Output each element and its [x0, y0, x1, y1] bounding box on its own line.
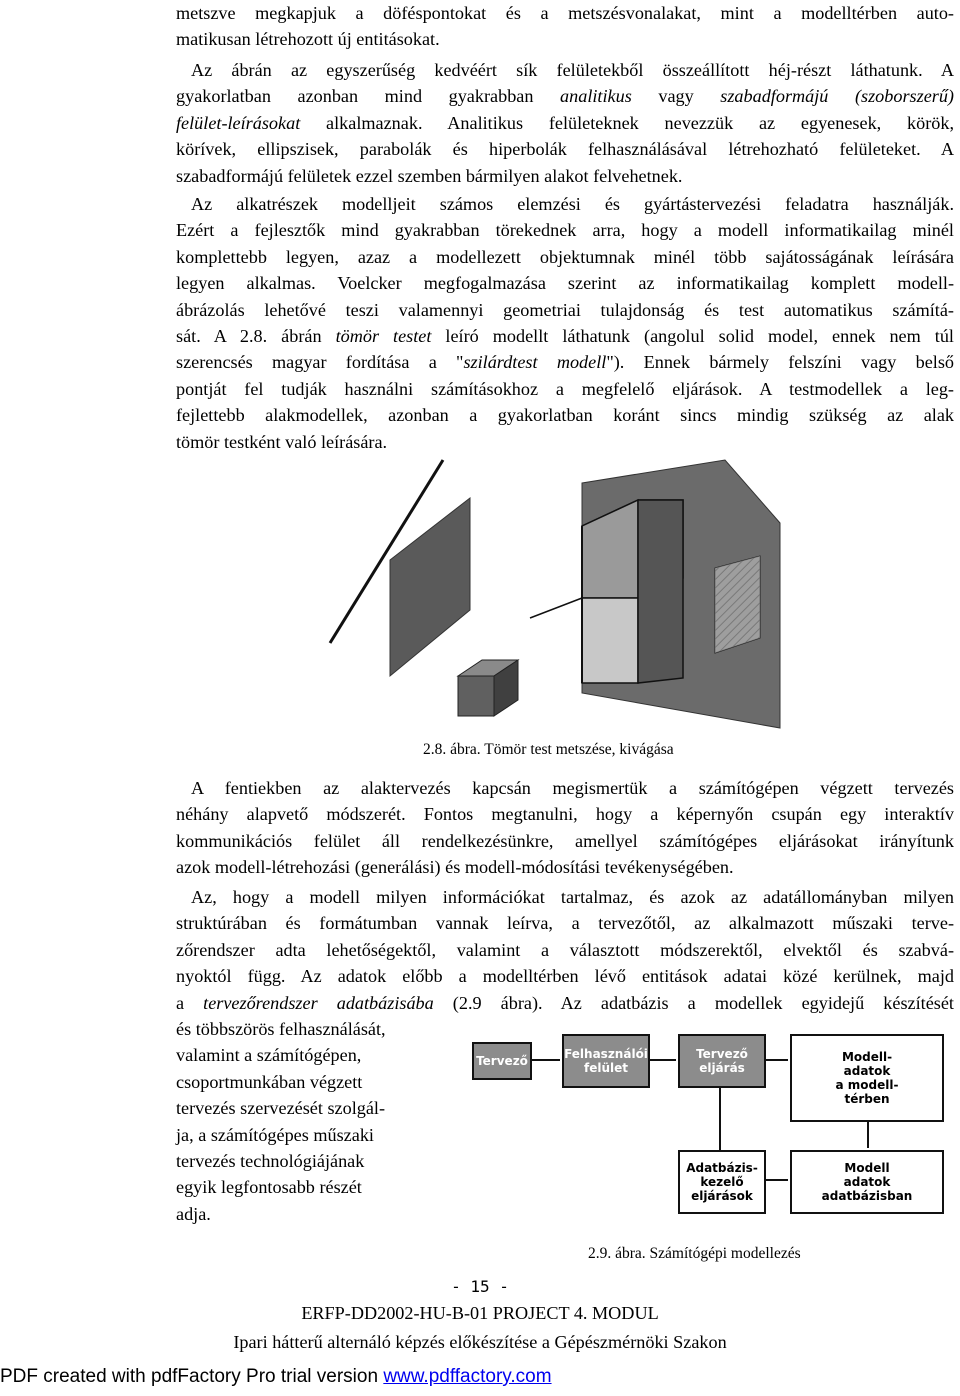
paragraph-surfaces — [176, 57, 954, 189]
footer-project: ERFP-DD2002-HU-B-01 PROJECT 4. MODUL — [301, 1303, 659, 1323]
figure-caption-2-8: 2.8. ábra. Tömör test metszése, kivágása — [423, 741, 674, 758]
text-line: legyen alkalmas. Voelcker megfogalmazása szerint az informatikailag komplett modell- — [176, 273, 954, 294]
paragraph-solid-model — [176, 191, 954, 455]
text-line: metszve megkapjuk a döféspontokat és a metszésvonalakat, mint a modelltérben auto- — [176, 3, 954, 23]
text-line: szabadformájú felületek ezzel szemben bármilyen alakot felvehetnek. — [176, 165, 683, 186]
text-line: a tervezőrendszer adatbázisába (2.9 ábra). Az adatbázis a modellek egyidejű készítését — [176, 992, 954, 1013]
text-line: Az, hogy a modell milyen információkat tartalmaz, és azok az adatállományban milyen — [191, 887, 954, 907]
text-line: nyoktól függ. Az adatok előbb a modelltérben lévő entitások adatai közé kerülnek, majd — [176, 966, 954, 987]
text-line: Az alkatrészek modelljeit számos elemzési és gyártástervezési feladatra használják. — [191, 194, 954, 214]
text-line: komplettebb legyen, azaz a modellezett objektumnak minél több sajátosságának leírására — [176, 246, 954, 267]
pdf-banner-text: PDF created with pdfFactory Pro trial version — [0, 1366, 384, 1387]
text-line: és többszörös felhasználását, — [176, 1019, 386, 1040]
text-line: matikusan létrehozott új entitásokat. — [176, 29, 440, 50]
model-database-box: Modell adatok adatbázisban — [790, 1150, 944, 1214]
solid-box — [530, 500, 683, 683]
user-interface-box: Felhasználói felület — [562, 1034, 650, 1088]
text-line: azok modell-létrehozási (generálási) és modell-módosítási tevékenységében. — [176, 857, 734, 878]
footer-subtitle: Ipari hátterű alternáló képzés előkészítése a Gépészmérnöki Szakon — [233, 1332, 727, 1352]
small-cube — [458, 660, 518, 716]
design-procedure-box: Tervező eljárás — [678, 1034, 766, 1088]
intro-paragraph — [176, 0, 954, 53]
text-line: tervezés technológiájának — [176, 1151, 365, 1172]
text-line: zőrendszer adta lehetőségektől, valamint a választott módszerektől, elvektől és szabvá- — [176, 939, 954, 960]
paragraph-methods — [176, 775, 954, 881]
text-line: gyakorlatban azonban mind gyakrabban analitikus vagy szabadformájú (szoborszerű) — [176, 86, 954, 107]
pdffactory-link[interactable]: www.pdffactory.com — [383, 1366, 552, 1387]
text-line: valamint a számítógépen, — [176, 1045, 362, 1066]
pdf-banner — [0, 1366, 552, 1388]
text-line: egyik legfontosabb részét — [176, 1177, 362, 1198]
solid-section-figure — [320, 448, 810, 733]
text-line: Az ábrán az egyszerűség kedvéért sík felületekből összeállított héj-részt láthatunk. A — [191, 60, 954, 80]
page-number: - 15 - — [451, 1277, 509, 1296]
text-line: csoportmunkában végzett — [176, 1071, 363, 1092]
text-line: ábrázolás lehetővé teszi valamennyi geometriai tulajdonság és test automatikus számítá- — [176, 299, 954, 320]
text-line: pontját fel tudják használni számításokhoz a megfelelő eljárások. A testmodellek a leg- — [176, 378, 954, 399]
modeling-diagram — [468, 1030, 948, 1240]
text-line: körívek, ellipszisek, parabolák és hiperbolák felhasználásával létrehozható felületeket. A — [176, 139, 954, 160]
db-manager-box: Adatbázis- kezelő eljárások — [678, 1150, 766, 1214]
text-line: Ezért a fejlesztők mind gyakrabban törekednek arra, hogy a modell informatikailag minél — [176, 220, 954, 241]
text-line: A fentiekben az alaktervezés kapcsán megismertük a számítógépen végzett tervezés — [191, 778, 954, 798]
text-line: ja, a számítógépes műszaki — [176, 1124, 374, 1145]
text-line: néhány alapvető módszerét. Fontos megtanulni, hogy a képernyőn csupán egy interaktív — [176, 804, 954, 825]
text-line: tömör testként való leírására. — [176, 431, 388, 452]
text-line: adja. — [176, 1203, 211, 1224]
text-line: struktúrában és formátumban vannak leírva, a tervezőtől, az alkalmazott műszaki terve- — [176, 913, 954, 934]
model-space-data-box: Modell- adatok a modell- térben — [790, 1034, 944, 1122]
text-line: kommunikációs felület áll rendelkezésünkre, amellyel számítógépes eljárásokat irányítunk — [176, 830, 954, 851]
figure-caption-2-9: 2.9. ábra. Számítógépi modellezés — [588, 1245, 801, 1262]
text-line: felület-leírásokat alkalmaznak. Analitikus felületeknek nevezzük az egyenesek, körök, — [176, 112, 954, 133]
text-line: szerencsés magyar fordítása a "szilárdtest modell"). Ennek bármely felszíni vagy belső — [176, 352, 954, 373]
text-line: fejlettebb alakmodellek, azonban a gyakorlatban koránt sincs mindig szükség az alak — [176, 405, 954, 426]
text-line: sát. A 2.8. ábrán tömör testet leíró modellt láthatunk (angolul solid model, ennek nem túl — [176, 326, 954, 347]
designer-box: Tervező — [472, 1042, 532, 1080]
text-line: tervezés szervezését szolgál- — [176, 1098, 386, 1119]
